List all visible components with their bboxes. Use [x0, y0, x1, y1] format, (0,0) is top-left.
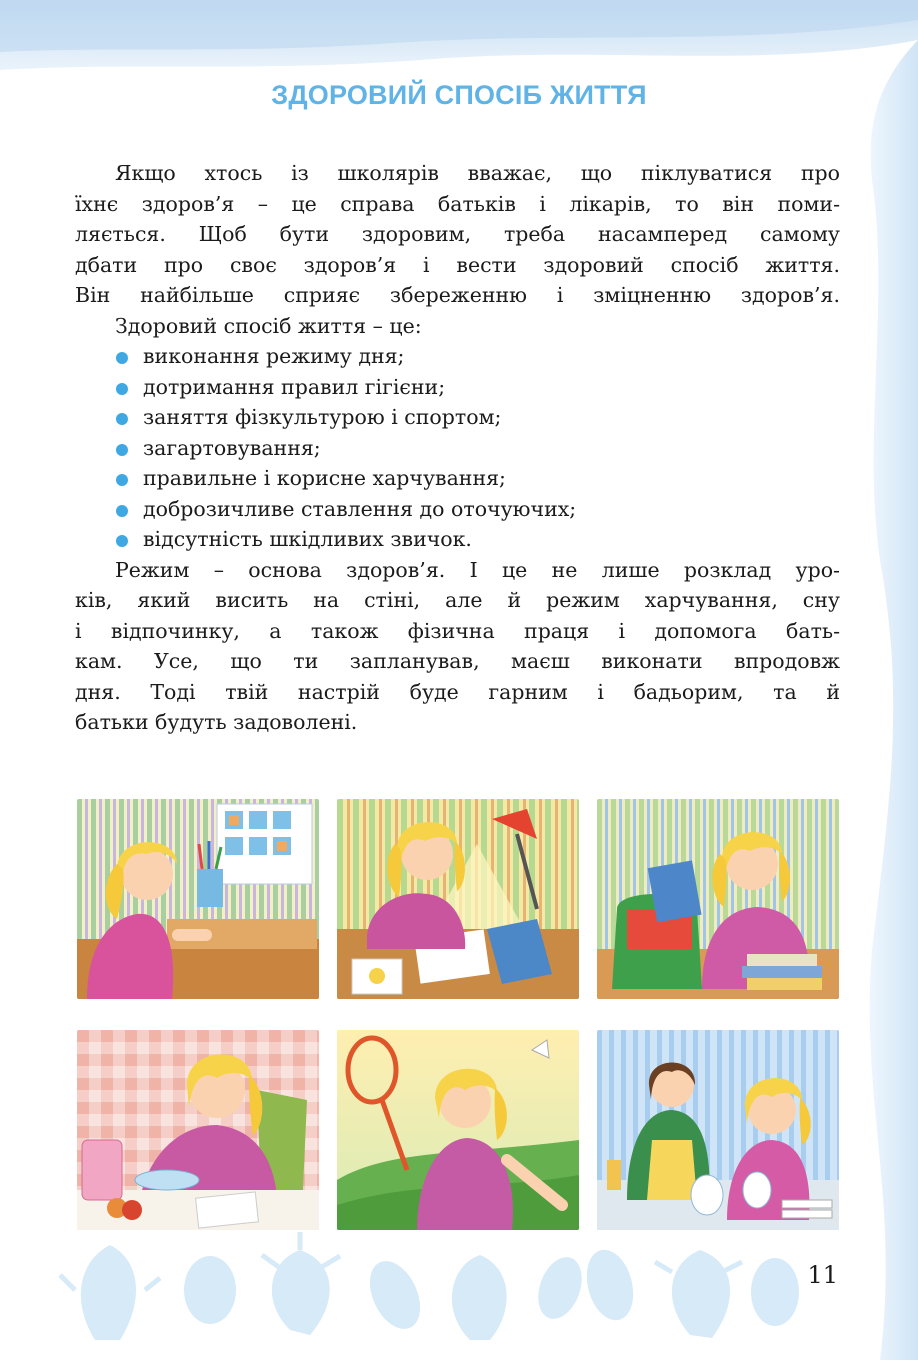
paragraph-line: кам. Усе, що ти запланував, маєш виконати впродовж [75, 649, 840, 673]
list-item-text: виконання режиму дня; [143, 344, 405, 368]
paragraph-line: дбати про своє здоров’я і вести здоровий спосіб життя. [75, 252, 840, 277]
list-item-text: дотримання правил гігієни; [143, 374, 446, 399]
paragraph-line: Він найбільше сприяє збереженню і зміцненню здоров’я. [75, 283, 840, 307]
list-item [75, 372, 840, 403]
paragraph-line: Якщо хтось із школярів вважає, що піклуватися про [115, 161, 840, 185]
list-item [75, 463, 840, 494]
list-item [75, 524, 840, 555]
leaf-decoration [60, 1232, 799, 1340]
list-item-text: доброзичливе ставлення до оточуючих; [143, 496, 577, 521]
illustration-girl-eating-breakfast [77, 1030, 319, 1230]
list-item-text: заняття фізкультурою і спортом; [143, 405, 502, 429]
list-item-text: правильне і корисне харчування; [143, 466, 506, 490]
paragraph-line: Режим – основа здоров’я. І це не лише розклад уро- [115, 557, 840, 582]
illustration-girl-reading-schedule [77, 799, 319, 999]
paragraph-line: і відпочинку, а також фізична праця і допомога бать- [75, 618, 840, 643]
paragraph-line: їхнє здоров’я – це справа батьків і лікарів, то він поми- [75, 191, 840, 216]
page-title: ЗДОРОВИЙ СПОСІБ ЖИТТЯ [271, 80, 647, 110]
right-wave-band [870, 40, 918, 1360]
paragraph-line: ків, який висить на стіні, але й режим харчування, сну [75, 588, 840, 612]
list-intro: Здоровий спосіб життя – це: [115, 313, 422, 338]
paragraph-line: дня. Тоді твій настрій буде гарним і бадьорим, та й [75, 679, 840, 704]
list-item [75, 341, 840, 372]
list-item [75, 402, 840, 433]
illustration-girl-playing-badminton [337, 1030, 579, 1230]
list-item [75, 433, 840, 464]
body-text [75, 158, 840, 738]
paragraph-line: ляється. Щоб бути здоровим, треба насамперед самому [75, 222, 840, 246]
paragraph-line: батьки будуть задоволені. [75, 710, 358, 734]
list-item [75, 494, 840, 525]
list-item-text: загартовування; [143, 435, 321, 460]
page-number: 11 [807, 1261, 838, 1289]
illustration-girl-studying-at-desk [337, 799, 579, 999]
list-item-text: відсутність шкідливих звичок. [143, 527, 472, 551]
illustration-girl-washing-dishes-with-mother [597, 1030, 839, 1230]
illustration-girl-packing-schoolbag [597, 799, 839, 999]
